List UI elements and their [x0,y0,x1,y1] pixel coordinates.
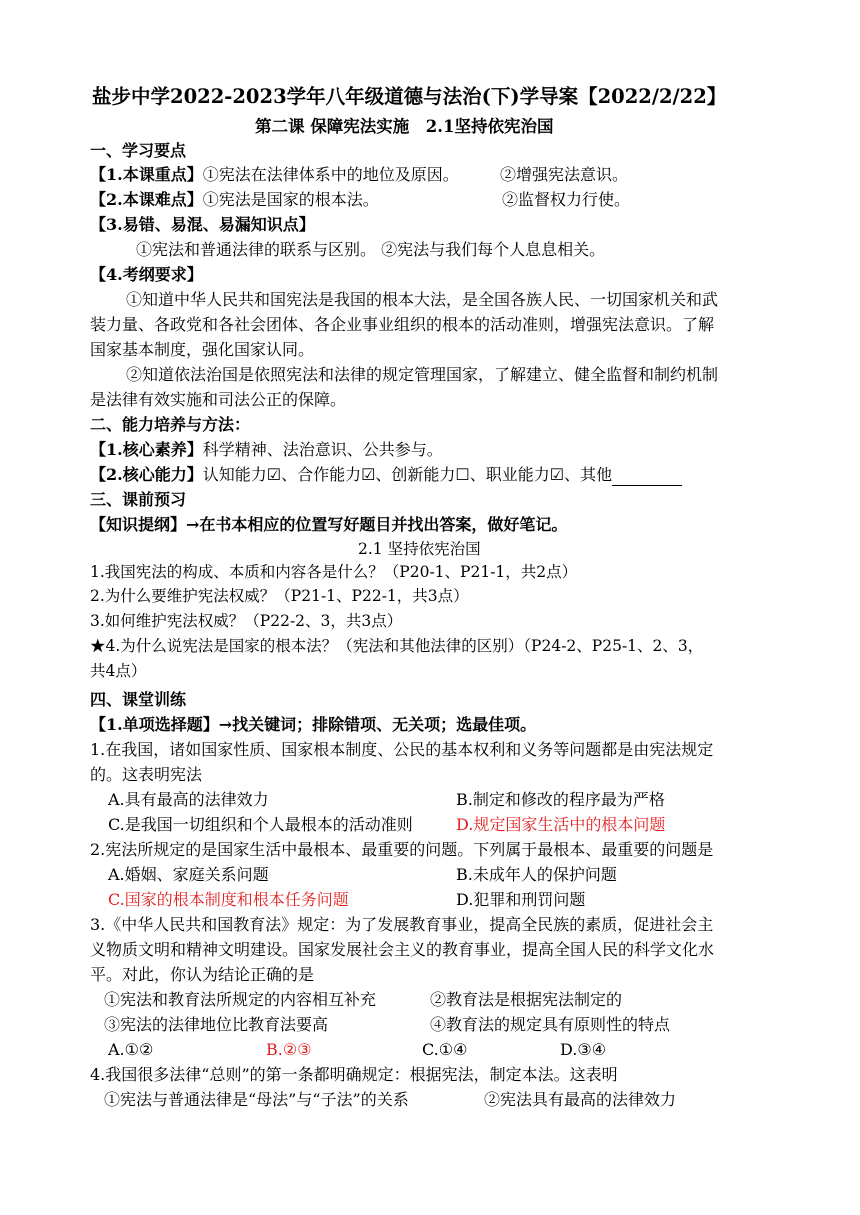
question-1-option-b: B.制定和修改的程序最为严格 [456,790,665,809]
question-3-statement-2: ②教育法是根据宪法制定的 [430,990,623,1009]
question-4-statement-1: ①宪法与普通法律是“母法”与“子法”的关系 [104,1090,409,1109]
preview-question-4-line-2: 共4点） [90,662,147,680]
other-ability-blank[interactable] [612,469,682,486]
question-2-option-c-answer: C.国家的根本制度和根本任务问题 [108,890,349,909]
question-3-option-c: C.①④ [422,1040,468,1059]
preview-question-4-line-1: ★4.为什么说宪法是国家的根本法？（宪法和其他法律的区别）（P24-2、P25-1、2、3， [90,637,704,655]
question-1-line-2: 的。这表明宪法 [90,765,203,784]
question-1-option-c: C.是我国一切组织和个人最根本的活动准则 [108,815,413,834]
difficult-point-b: ②监督权力行使。 [502,190,631,209]
requirement-1-line-2: 装力量、各政党和各社会团体、各企业事业组织的根本的活动准则，增强宪法意识。了解 [90,315,715,334]
question-3-line-2: 义物质文明和精神文明建设。国家发展社会主义的教育事业，提高全国人民的科学文化水 [90,940,715,959]
core-literacy-text: 科学精神、法治意识、公共参与。 [202,440,443,459]
question-2-option-d: D.犯罪和刑罚问题 [456,890,586,909]
difficult-points-label: 【2.本课难点】 [90,190,203,209]
exam-requirements-label: 【4.考纲要求】 [90,265,203,284]
section-2-heading: 二、能力培养与方法： [90,415,251,434]
question-3-statement-1: ①宪法和教育法所规定的内容相互补充 [104,990,377,1009]
core-literacy-label: 【1.核心素养】 [90,440,203,459]
multiple-choice-row [90,714,536,736]
outline-text: →在书本相应的位置写好题目并找出答案，做好笔记。 [186,515,568,534]
preview-center-title: 2.1 坚持依宪治国 [358,540,481,558]
key-points-row [90,164,459,186]
question-3-line-3: 平。对此，你认为结论正确的是 [90,965,315,984]
question-4-statement-2: ②宪法具有最高的法律效力 [484,1090,677,1109]
multiple-choice-label: 【1.单项选择题】 [90,715,219,734]
question-2-option-a: A.婚姻、家庭关系问题 [108,865,269,884]
difficult-points-row [90,189,379,211]
question-4-line-1: 4.我国很多法律“总则”的第一条都明确规定：根据宪法，制定本法。这表明 [90,1065,618,1084]
preview-question-1: 1.我国宪法的构成、本质和内容各是什么？（P20-1、P21-1，共2点） [90,563,578,581]
core-literacy-row [90,439,443,461]
easy-mistakes-text: ①宪法和普通法律的联系与区别。 ②宪法与我们每个人息息相关。 [136,240,606,259]
outline-row [90,514,567,536]
question-1-line-1: 1.在我国，诸如国家性质、国家根本制度、公民的基本权利和义务等问题都是由宪法规定 [90,740,714,759]
section-1-heading: 一、学习要点 [90,141,187,160]
multiple-choice-instruction: →找关键词；排除错项、无关项；选最佳项。 [218,715,537,734]
question-1-option-a: A.具有最高的法律效力 [108,790,269,809]
question-3-statement-3: ③宪法的法律地位比教育法要高 [104,1015,329,1034]
question-3-statement-4: ④教育法的规定具有原则性的特点 [430,1015,671,1034]
key-point-b: ②增强宪法意识。 [500,165,629,184]
document-title: 盐步中学2022-2023学年八年级道德与法治(下)学导案【2022/2/22】 [92,85,727,108]
key-points-label: 【1.本课重点】 [90,165,203,184]
question-3-option-b-answer: B.②③ [266,1040,312,1059]
preview-question-2: 2.为什么要维护宪法权威？（P21-1、P22-1，共3点） [90,587,469,605]
core-ability-label: 【2.核心能力】 [90,465,203,484]
requirement-1-line-1: ①知道中华人民共和国宪法是我国的根本大法，是全国各族人民、一切国家机关和武 [126,290,719,309]
key-point-a: ①宪法在法律体系中的地位及原因。 [202,165,459,184]
easy-mistakes-label: 【3.易错、易混、易漏知识点】 [90,215,315,234]
outline-label: 【知识提纲】 [90,515,187,534]
question-3-option-d: D.③④ [560,1040,607,1059]
lesson-title: 第二课 保障宪法实施 2.1坚持依宪治国 [255,117,554,136]
question-3-option-a: A.①② [108,1040,154,1059]
question-3-line-1: 3.《中华人民共和国教育法》规定：为了发展教育事业，提高全民族的素质，促进社会主 [90,915,714,934]
core-ability-text: 认知能力☑、合作能力☑、创新能力☐、职业能力☑、其他 [202,465,613,484]
section-4-heading: 四、课堂训练 [90,690,187,709]
requirement-2-line-1: ②知道依法治国是依照宪法和法律的规定管理国家，了解建立、健全监督和制约机制 [126,365,719,384]
question-2-line-1: 2.宪法所规定的是国家生活中最根本、最重要的问题。下列属于最根本、最重要的问题是 [90,840,714,859]
preview-question-3: 3.如何维护宪法权威？（P22-2、3，共3点） [90,612,403,630]
requirement-2-line-2: 是法律有效实施和司法公正的保障。 [90,390,347,409]
requirement-1-line-3: 国家基本制度，强化国家认同。 [90,340,315,359]
section-3-heading: 三、课前预习 [90,490,187,509]
question-1-option-d-answer: D.规定国家生活中的根本问题 [456,815,666,834]
question-2-option-b: B.未成年人的保护问题 [456,865,617,884]
core-ability-row [90,464,682,486]
difficult-point-a: ①宪法是国家的根本法。 [202,190,379,209]
